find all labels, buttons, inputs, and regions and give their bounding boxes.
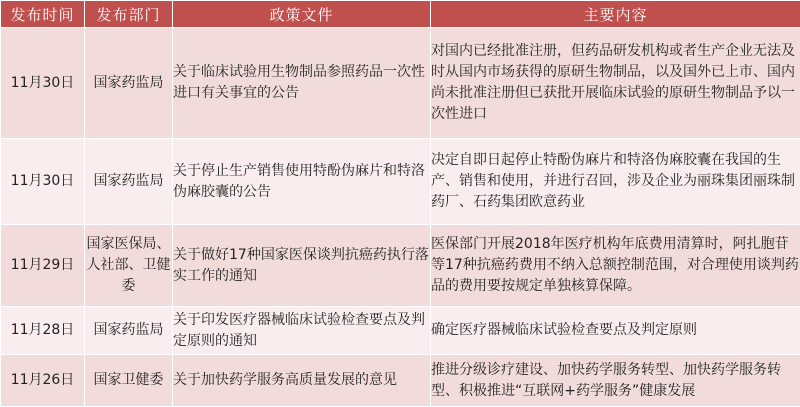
dept-cell: 国家医保局、人社部、卫健委 xyxy=(85,225,173,307)
document-cell: 关于临床试验用生物制品参照药品一次性进口有关事宜的公告 xyxy=(173,28,431,139)
header-dept: 发布部门 xyxy=(85,1,173,28)
header-date: 发布时间 xyxy=(1,1,85,28)
dept-cell: 国家药监局 xyxy=(85,307,173,355)
document-cell: 关于加快药学服务高质量发展的意见 xyxy=(173,355,431,407)
document-cell: 关于停止生产销售使用特酚伪麻片和特洛伪麻胶囊的公告 xyxy=(173,139,431,225)
table-row xyxy=(1,225,800,307)
document-cell: 关于做好17种国家医保谈判抗癌药执行落实工作的通知 xyxy=(173,225,431,307)
table-row xyxy=(1,307,800,355)
date-cell: 11月29日 xyxy=(1,225,85,307)
dept-cell: 国家药监局 xyxy=(85,139,173,225)
content-cell: 医保部门开展2018年医疗机构年底费用清算时，阿扎胞苷等17种抗癌药费用不纳入总额控制范围，对合理使用谈判药品的费用要按规定单独核算保障。 xyxy=(431,225,800,307)
content-cell: 推进分级诊疗建设、加快药学服务转型、加快药学服务转型、积极推进“互联网+药学服务”健康发展 xyxy=(431,355,800,407)
table-row xyxy=(1,28,800,139)
date-cell: 11月28日 xyxy=(1,307,85,355)
content-cell: 确定医疗器械临床试验检查要点及判定原则 xyxy=(431,307,800,355)
dept-cell: 国家药监局 xyxy=(85,28,173,139)
date-cell: 11月26日 xyxy=(1,355,85,407)
header-row xyxy=(1,1,800,28)
table-row xyxy=(1,355,800,407)
date-cell: 11月30日 xyxy=(1,28,85,139)
content-cell: 对国内已经批准注册，但药品研发机构或者生产企业无法及时从国内市场获得的原研生物制品，以及国外已上市、国内尚未批准注册但已获批开展临床试验的原研生物制品予以一次性进口 xyxy=(431,28,800,139)
header-content: 主要内容 xyxy=(431,1,800,28)
header-document: 政策文件 xyxy=(173,1,431,28)
dept-cell: 国家卫健委 xyxy=(85,355,173,407)
table-row xyxy=(1,139,800,225)
document-cell: 关于印发医疗器械临床试验检查要点及判定原则的通知 xyxy=(173,307,431,355)
date-cell: 11月30日 xyxy=(1,139,85,225)
content-cell: 决定自即日起停止特酚伪麻片和特洛伪麻胶囊在我国的生产、销售和使用，并进行召回，涉及企业为丽珠集团丽珠制药厂、石药集团欧意药业 xyxy=(431,139,800,225)
